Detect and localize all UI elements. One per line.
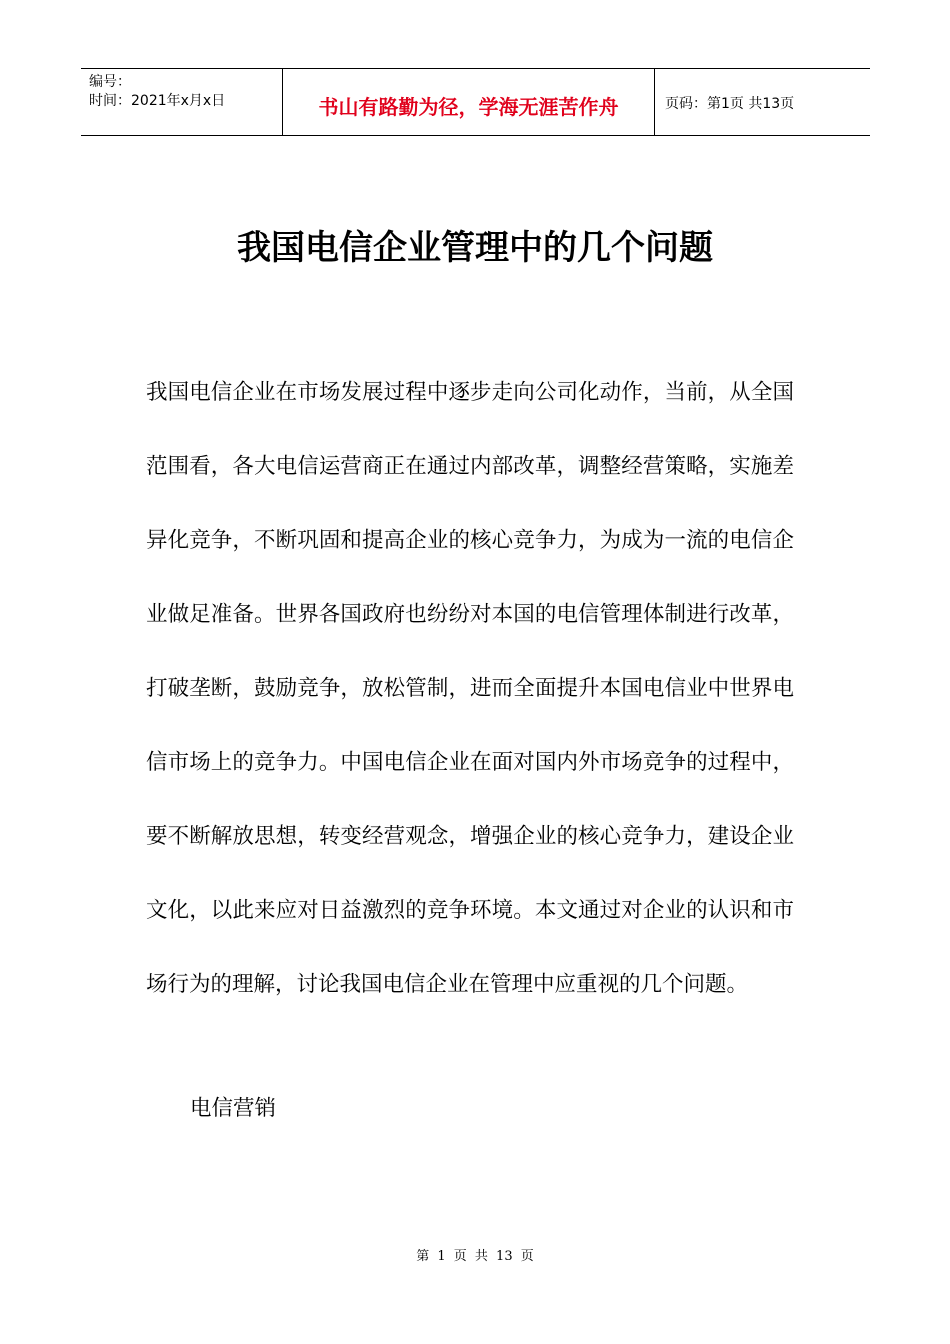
header-motto-cell <box>282 69 655 135</box>
motto-text: 书山有路勤为径，学海无涯苦作舟 <box>318 94 619 119</box>
header-meta-cell <box>81 69 282 135</box>
keyword-line: 电信营销 <box>190 1096 277 1121</box>
header-table <box>81 68 870 136</box>
time-label: 时间：2021年x月x日 <box>89 93 226 109</box>
body-paragraph: 我国电信企业在市场发展过程中逐步走向公司化动作，当前，从全国范围看，各大电信运营商正在通过内部改革，调整经营策略，实施差异化竞争，不断巩固和提高企业的核心竞争力，为成为一流的电信企业做足准备。世界各国政府也纷纷对本国的电信管理体制进行改革，打破垄断，鼓励竞争，放松管制，进而全面提升本国电信业中世界电信市场上的竞争力。中国电信企业在面对国内外市场竞争的过程中，要不断解放思想，转变经营观念，增强企业的核心竞争力，建设企业文化，以此来应对日益激烈的竞争环境。本文通过对企业的认识和市场行为的理解，讨论我国电信企业在管理中应重视的几个问题。 <box>146 380 794 997</box>
number-label: 编号： <box>89 74 131 90</box>
page-info: 页码：第1页 共13页 <box>665 96 795 112</box>
page-footer: 第 1 页 共 13 页 <box>416 1249 534 1264</box>
header-page-cell <box>655 69 870 135</box>
document-title: 我国电信企业管理中的几个问题 <box>237 228 713 268</box>
